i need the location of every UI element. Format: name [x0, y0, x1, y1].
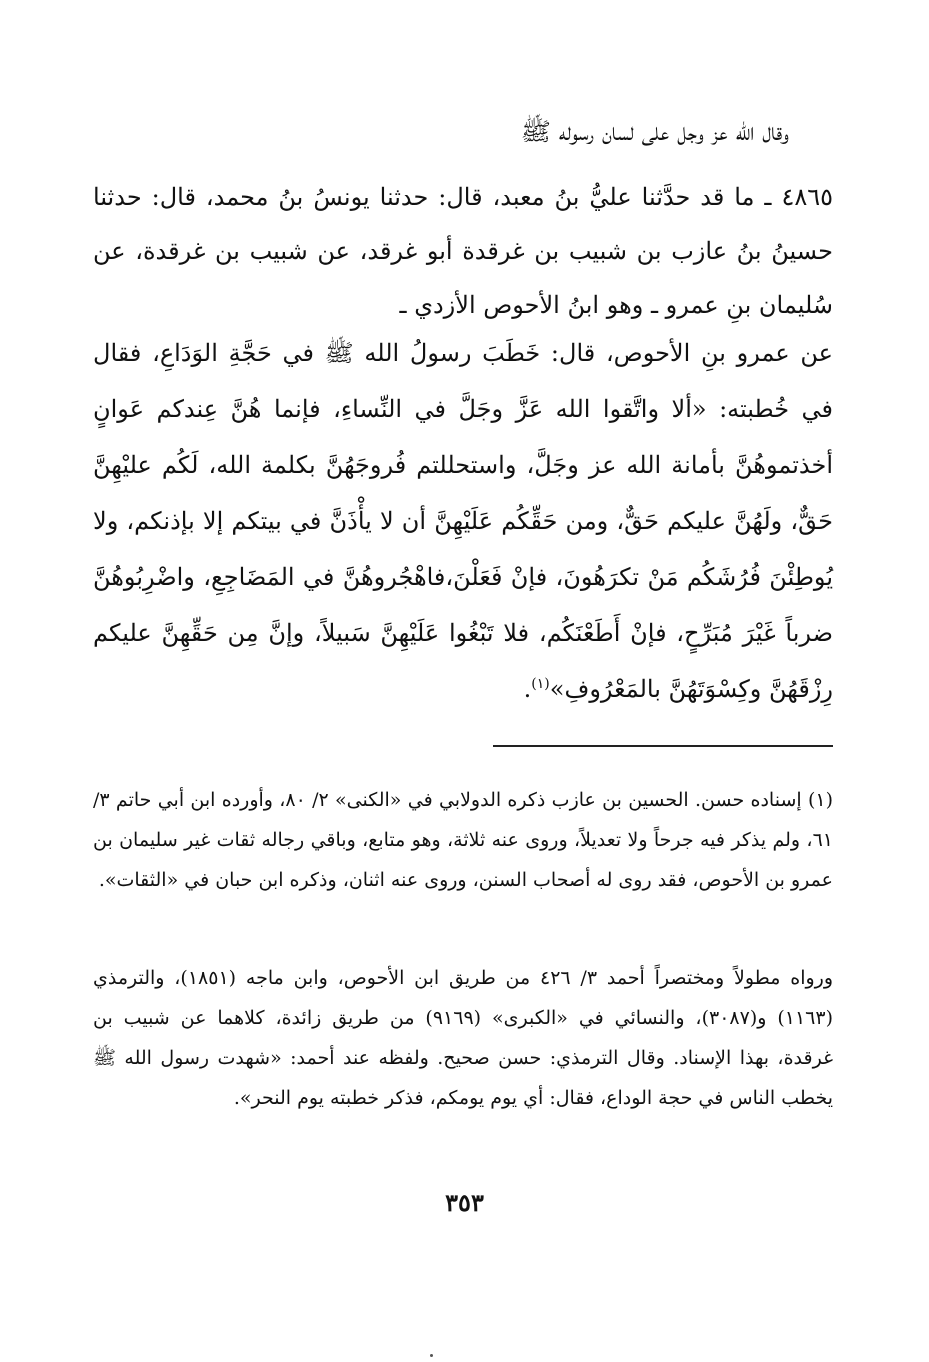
hadith-matn — [93, 325, 833, 717]
footnote-paragraph: ورواه مطولاً ومختصراً أحمد ٣/ ٤٢٦ من طريق ابن الأحوص، وابن ماجه (١٨٥١)، والترمذي (١١٦٣) و(٣٠٨٧)، والنسائي في «الكبرى» (٩١٦٩) من طريق زائدة، كلاهما عن شبيب بن غرقدة، بهذا الإسناد. وقال الترمذي: حسن صحيح. ولفظه عند أحمد: «شهدت رسول الله ﷺ يخطب الناس في حجة الوداع، فقال: أي يوم يومكم، فذكر خطبته يوم النحر». — [93, 967, 833, 1109]
hadith-isnad — [93, 170, 833, 332]
footnote-divider — [493, 745, 833, 747]
hadith-chain-text: ـ ما قد حدَّثنا عليُّ بنُ معبد، قال: حدثنا يونسُ بنُ محمد، قال: حدثنا حسينُ بنُ عازب بن شبيب بن غرقدة أبو غرقد، عن شبيب بن غرقدة، عن سُليمان بنِ عمرو ـ وهو ابنُ الأحوص الأزدي ـ — [93, 183, 833, 319]
hadith-body-text: عن عمرو بنِ الأحوص، قال: خَطَبَ رسولُ الله ﷺ في حَجَّةِ الوَدَاعِ، فقال في خُطبته: «ألا واتَّقوا الله عَزَّ وجَلَّ في النِّساءِ، فإنما هُنَّ عِندكم عَوانٍ أخذتموهُنَّ بأمانة الله عز وجَلَّ، واستحللتم فُروجَهُنَّ بكلمة الله، لَكُم عليْهِنَّ حَقٌّ، ولَهُنَّ عليكم حَقٌّ، ومن حَقِّكُم عَلَيْهِنَّ أن لا يأْذَنَّ في بيتكم إلا بإذنكم، ولا يُوطِئْنَ فُرُشَكُم مَنْ تكرَهُونَ، فإنْ فَعَلْنَ،فاهْجُروهُنَّ في المَضَاجِعِ، واضْرِبُوهُنَّ ضرباً غَيْرَ مُبَرِّحٍ، فإنْ أَطَعْنَكُم، فلا تَبْغُوا عَلَيْهِنَّ سَبيلاً، وإنَّ مِن حَقِّهِنَّ عليكم رِزْقَهُنَّ وكِسْوَتَهُنَّ بالمَعْرُوفِ» — [93, 339, 834, 703]
scan-speck — [430, 1354, 433, 1357]
footnote-paragraph: (١) إسناده حسن. الحسين بن عازب ذكره الدولابي في «الكنى» ٢/ ٨٠، وأورده ابن أبي حاتم ٣/ ٦١، ولم يذكر فيه جرحاً ولا تعديلاً، وروى عنه ثلاثة، وهو متابع، وباقي رجاله ثقات غير سليمان بن عمرو بن الأحوص، فقد روى له أصحاب السنن، وروى عنه اثنان، وذكره ابن حبان في «الثقات». — [93, 789, 833, 891]
end-punctuation: . — [523, 675, 532, 703]
footnote-marker: (١) — [531, 676, 550, 692]
chapter-heading: وقال الله عز وجل على لسان رسوله ﷺ — [520, 117, 789, 146]
page-number: ٣٥٣ — [445, 1188, 484, 1217]
hadith-number: ٤٨٦٥ — [781, 183, 833, 211]
